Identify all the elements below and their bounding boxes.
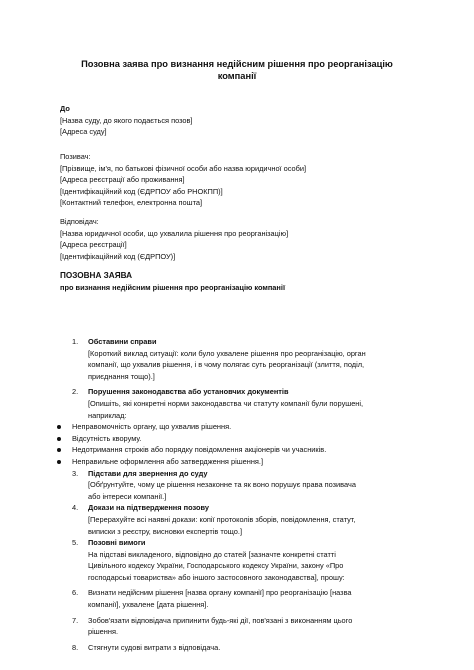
section-text: Зобов'язати відповідача припинити будь-які дії, пов'язані з виконанням цього: [88, 615, 353, 625]
plaintiff-contacts: [Контактний телефон, електронна пошта]: [60, 198, 203, 208]
list-item: [72, 537, 412, 583]
item-number: 2.: [72, 387, 79, 397]
item-number: 3.: [72, 468, 79, 478]
court-address: [Адреса суду]: [60, 127, 107, 137]
claim-subheading: про визнання недійсним рішення про реорганізацію компанії: [60, 282, 286, 292]
bullet-icon: [57, 437, 61, 441]
defendant-id-code: [Ідентифікаційний код (ЄДРПОУ)]: [60, 251, 176, 261]
bullet-item: Неправильне оформлення або затвердження рішення.]: [56, 456, 412, 468]
document-title: [60, 58, 414, 83]
bullet-icon: [57, 425, 61, 429]
claim-sections-list: [72, 336, 412, 653]
item-number: 5.: [72, 538, 79, 548]
bullet-item: Відсутність кворуму.: [56, 433, 412, 445]
list-item: [72, 642, 412, 654]
section-text: виписки з реєстру, висновки експертів тощо.]: [88, 526, 242, 536]
addressee-block: [60, 103, 420, 138]
item-number: 4.: [72, 503, 79, 513]
section-title: Позовні вимоги: [88, 538, 146, 548]
section-text: компанії], ухвалене [дата рішення].: [88, 600, 209, 610]
list-item: [72, 468, 412, 503]
defendant-block: [60, 216, 420, 262]
item-number: 8.: [72, 642, 79, 652]
section-title: Докази на підтвердження позову: [88, 503, 209, 513]
section-text: [Опишіть, які конкретні норми законодавства чи статуту компанії були порушені,: [88, 398, 364, 408]
title-line-2: компанії: [217, 71, 257, 82]
bullet-icon: [57, 460, 61, 464]
list-item: [72, 615, 412, 638]
violations-bullet-list: [56, 421, 412, 467]
defendant-address: [Адреса реєстрації]: [60, 240, 127, 250]
section-text: [Короткий виклад ситуації: коли було ухвалене рішення про реорганізацію, орган: [88, 348, 366, 358]
list-item: [72, 587, 412, 610]
section-text: На підставі викладеного, відповідно до статей [зазначте конкретні статті: [88, 549, 336, 559]
title-line-1: Позовна заява про визнання недійсним рішення про реорганізацію: [81, 59, 393, 69]
section-title: Підстави для звернення до суду: [88, 468, 208, 478]
plaintiff-id-code: [Ідентифікаційний код (ЄДРПОУ або РНОКПП)]: [60, 186, 223, 196]
section-text: наприклад:: [88, 410, 127, 420]
list-item: [72, 336, 412, 382]
claim-heading: ПОЗОВНА ЗАЯВА: [60, 271, 132, 280]
plaintiff-address: [Адреса реєстрації або проживання]: [60, 175, 185, 185]
to-label: До: [60, 104, 70, 113]
section-text: компанії, що ухвалив рішення, і в чому полягає суть реорганізації (злиття, поділ,: [88, 360, 365, 370]
list-item: [72, 386, 412, 421]
list-item: [72, 502, 412, 537]
claim-heading-block: [60, 270, 420, 293]
court-name: [Назва суду, до якого подається позов]: [60, 115, 193, 125]
bullet-icon: [57, 448, 61, 452]
section-text: рішення.: [88, 627, 119, 637]
plaintiff-label: Позивач:: [60, 152, 91, 161]
bullet-item: Неправомочність органу, що ухвалив рішення.: [56, 421, 412, 433]
item-number: 7.: [72, 615, 79, 625]
plaintiff-name: [Прізвище, ім'я, по батькові фізичної особи або назва юридичної особи]: [60, 163, 307, 173]
bullet-item: Недотримання строків або порядку повідомлення акціонерів чи учасників.: [56, 444, 412, 456]
section-text: або інтереси компанії.]: [88, 491, 167, 501]
item-number: 1.: [72, 337, 79, 346]
section-text: Стягнути судові витрати з відповідача.: [88, 642, 221, 652]
section-text: Цивільного кодексу України, Господарського кодексу України, закону «Про: [88, 561, 344, 571]
defendant-label: Відповідач:: [60, 217, 99, 226]
item-number: 6.: [72, 588, 79, 598]
section-text: Визнати недійсним рішення [назва органу компанії] про реорганізацію [назва: [88, 588, 352, 598]
section-title: Порушення законодавства або установчих документів: [88, 387, 289, 397]
section-text: [Перерахуйте всі наявні докази: копії протоколів зборів, повідомлення, статут,: [88, 514, 356, 524]
section-text: господарські товариства» або іншого застосовного законодавства], прошу:: [88, 572, 345, 582]
section-text: приєднання тощо).]: [88, 371, 155, 381]
defendant-name: [Назва юридичної особи, що ухвалила рішення про реорганізацію]: [60, 228, 289, 238]
plaintiff-block: [60, 151, 420, 209]
section-text: [Обґрунтуйте, чому це рішення незаконне та як воно порушує права позивача: [88, 480, 356, 490]
section-title: Обставини справи: [88, 337, 157, 346]
